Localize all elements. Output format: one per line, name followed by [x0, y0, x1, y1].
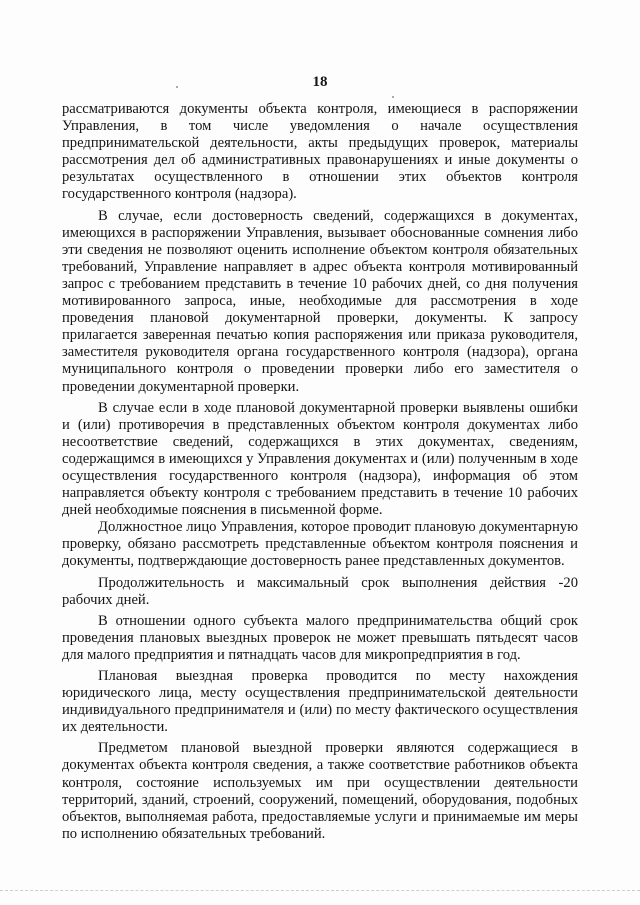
paragraph: рассматриваются документы объекта контроля, имеющиеся в распоряжении Управления, в том числе уведомления о начале осуществления предпринимательской деятельности, акты предыдущих проверок, материалы рассмотрения дел об административных правонарушениях и иные документы о результатах осуществленного в отношении этих объектов контроля государственного контроля (надзора). — [62, 101, 578, 203]
paragraph: В случае, если достоверность сведений, содержащихся в документах, имеющихся в распоряжении Управления, вызывает обоснованные сомнения либо эти сведения не позволяют оценить исполнение объектом контроля обязательных требований, Управление направляет в адрес объекта контроля мотивированный запрос с требованием представить в течение 10 рабочих дней, со дня получения мотивированного запроса, иные, необходимые для рассмотрения в ходе проведения плановой документарной проверки, документы. К запросу прилагается заверенная печатью копия распоряжения или приказа руководителя, заместителя руководителя органа государственного контроля (надзора), органа муниципального контроля о проведении проверки либо его заместителя о проведении документарной проверки. — [62, 207, 578, 395]
document-body — [62, 101, 578, 843]
paragraph: В отношении одного субъекта малого предпринимательства общий срок проведения плановых выездных проверок не может превышать пятьдесят часов для малого предприятия и пятнадцать часов для микропредприятия в год. — [62, 612, 578, 663]
paragraph: Продолжительность и максимальный срок выполнения действия -20 рабочих дней. — [62, 574, 578, 608]
paragraph: В случае если в ходе плановой документарной проверки выявлены ошибки и (или) противоречия в представленных объектом контроля документах либо несоответствие сведений, содержащихся в этих документах, сведениям, содержащимся в имеющихся у Управления документах и (или) полученным в ходе осуществления государственного контроля (надзора), информация об этом направляется объекту контроля с требованием представить в течение 10 рабочих дней необходимые пояснения в письменной форме. — [62, 399, 578, 519]
paragraph: Предметом плановой выездной проверки являются содержащиеся в документах объекта контроля сведения, а также соответствие работников объекта контроля, состояние используемых им при осуществлении деятельности территорий, зданий, строений, сооружений, помещений, оборудования, подобных объектов, выполняемая работа, предоставляемые услуги и принимаемые им меры по исполнению обязательных требований. — [62, 740, 578, 842]
scan-speck — [392, 96, 394, 98]
scan-edge-line — [0, 890, 640, 891]
scan-speck — [176, 86, 178, 88]
page-number: 18 — [312, 74, 328, 90]
paragraph: Плановая выездная проверка проводится по месту нахождения юридического лица, месту осуществления предпринимательской деятельности индивидуального предпринимателя и (или) по месту фактического осуществления их деятельности. — [62, 668, 578, 736]
paragraph: Должностное лицо Управления, которое проводит плановую документарную проверку, обязано рассмотреть представленные объектом контроля пояснения и документы, подтверждающие достоверность ранее представленных документов. — [62, 519, 578, 570]
